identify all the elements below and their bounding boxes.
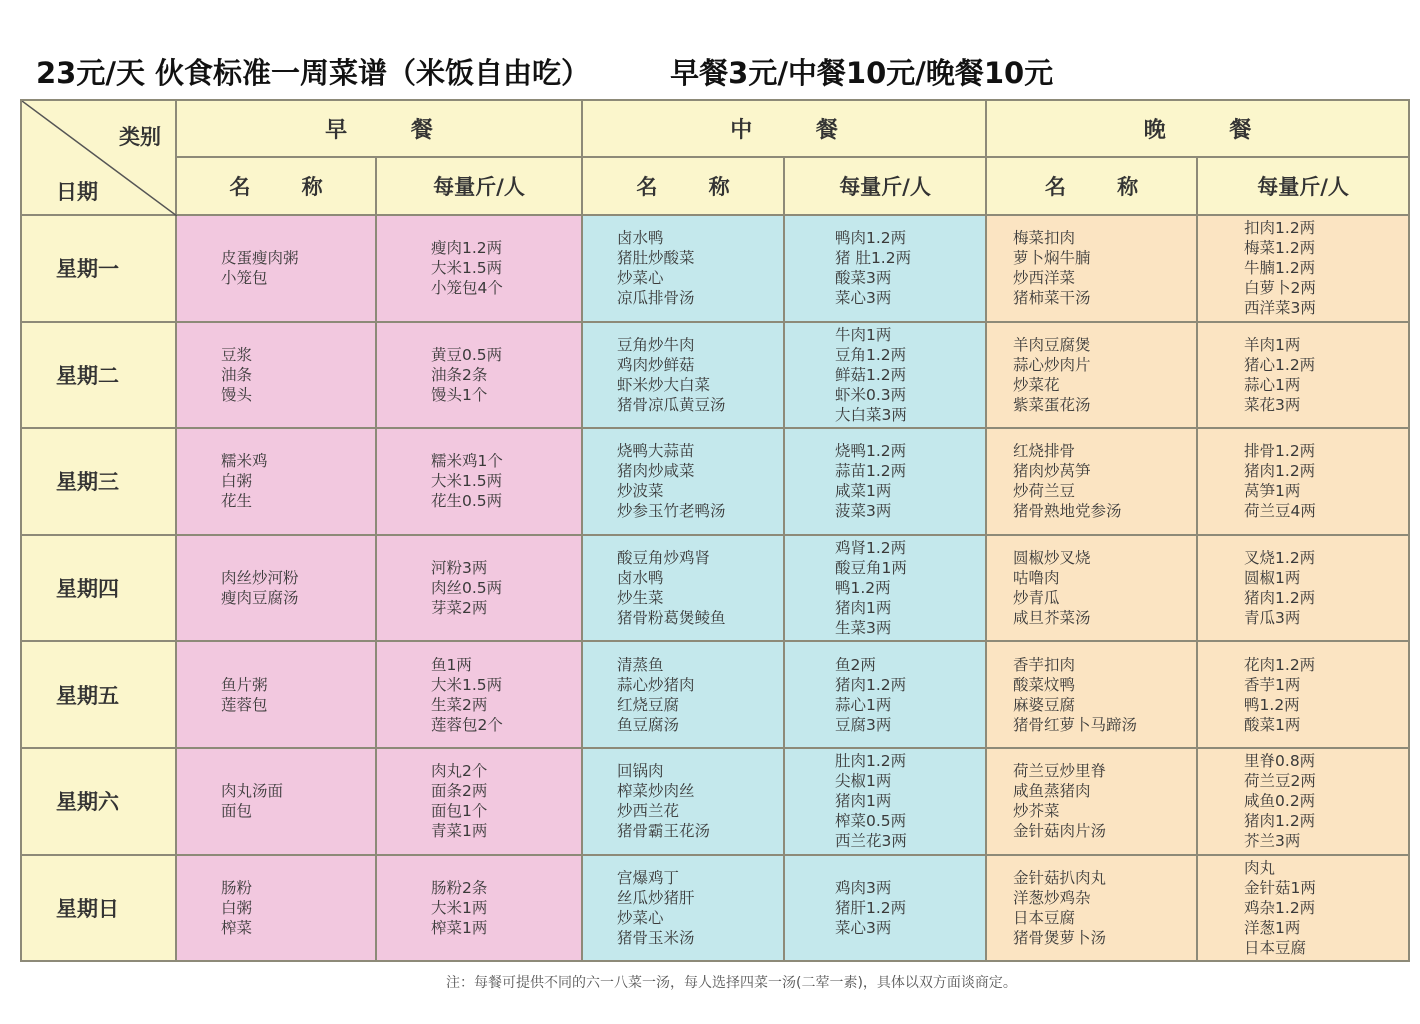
dish-quantity: 莲蓉包2个 <box>431 715 503 734</box>
dish-quantity: 大米1.5两 <box>431 259 503 278</box>
dish-quantity: 糯米鸡1个 <box>431 452 503 471</box>
dinner-quantities-cell <box>1197 748 1409 855</box>
dish-quantity: 大白菜3两 <box>835 405 907 424</box>
title-meal-prices: 早餐3元/中餐10元/晚餐10元 <box>670 56 1054 90</box>
lunch-quantities-cell <box>784 428 986 535</box>
lunch-quantities-cell <box>784 215 986 322</box>
dish-name: 酸豆角炒鸡肾 <box>617 549 711 568</box>
dish-quantity: 猪肉1.2两 <box>1244 812 1316 831</box>
dish-quantity: 荷兰豆4两 <box>1244 502 1316 521</box>
dish-name: 红烧排骨 <box>1013 442 1076 461</box>
dish-name: 香芋扣肉 <box>1013 655 1076 674</box>
dinner-dishes-cell <box>986 428 1197 535</box>
dish-quantity: 梅菜1.2两 <box>1244 239 1316 258</box>
breakfast-name-header: 名 称 <box>176 157 376 215</box>
dish-name: 炒波菜 <box>617 482 664 501</box>
dinner-dishes-cell <box>986 215 1197 322</box>
dish-name: 猪骨粉葛煲鲮鱼 <box>617 609 726 628</box>
day-label: 星期日 <box>21 855 176 962</box>
dish-name: 羊肉豆腐煲 <box>1013 335 1091 354</box>
dish-quantity: 鲜菇1.2两 <box>835 365 907 384</box>
dish-name: 卤水鸭 <box>617 569 664 588</box>
dish-name: 猪肚炒酸菜 <box>617 249 695 268</box>
day-label: 星期一 <box>21 215 176 322</box>
dish-quantity: 豆角1.2两 <box>835 345 907 364</box>
dinner-quantities-cell <box>1197 215 1409 322</box>
dish-name: 萝卜焖牛腩 <box>1013 249 1091 268</box>
breakfast-quantities-cell <box>376 322 582 429</box>
dish-quantity: 里脊0.8两 <box>1244 752 1316 771</box>
dish-quantity: 生菜3两 <box>835 619 892 638</box>
dish-quantity: 猪肉1两 <box>835 599 892 618</box>
dish-quantity: 西洋菜3两 <box>1244 299 1316 318</box>
breakfast-dishes-cell <box>176 215 376 322</box>
dinner-header: 晚 餐 <box>986 100 1409 157</box>
dish-quantity: 花生0.5两 <box>431 492 503 511</box>
dish-quantity: 榨菜0.5两 <box>835 812 907 831</box>
breakfast-quantities-cell <box>376 428 582 535</box>
dish-quantity: 青菜1两 <box>431 822 488 841</box>
dish-quantity: 瘦肉1.2两 <box>431 239 503 258</box>
dish-name: 虾米炒大白菜 <box>617 375 711 394</box>
dish-quantity: 花肉1.2两 <box>1244 655 1316 674</box>
dish-quantity: 肚肉1.2两 <box>835 752 907 771</box>
dish-name: 猪骨霸王花汤 <box>617 822 711 841</box>
dish-quantity: 面条2两 <box>431 782 488 801</box>
lunch-quantities-cell <box>784 535 986 642</box>
dish-quantity: 鸡肉3两 <box>835 878 892 897</box>
table-row <box>21 535 1409 642</box>
breakfast-qty-header: 每量斤/人 <box>376 157 582 215</box>
dish-quantity: 烧鸭1.2两 <box>835 442 907 461</box>
dish-quantity: 莴笋1两 <box>1244 482 1301 501</box>
dish-quantity: 猪 肚1.2两 <box>835 249 912 268</box>
dish-name: 日本豆腐 <box>1013 908 1076 927</box>
dish-quantity: 肉丸2个 <box>431 762 488 781</box>
lunch-dishes-cell <box>582 428 784 535</box>
dish-quantity: 西兰花3两 <box>835 832 907 851</box>
dish-quantity: 白萝卜2两 <box>1244 279 1316 298</box>
dish-name: 咸鱼蒸猪肉 <box>1013 782 1091 801</box>
dinner-dishes-cell <box>986 641 1197 748</box>
dish-name: 金针菇扒肉丸 <box>1013 868 1107 887</box>
breakfast-quantities-cell <box>376 641 582 748</box>
dish-name: 荷兰豆炒里脊 <box>1013 762 1107 781</box>
dish-name: 鱼片粥 <box>221 675 268 694</box>
dish-name: 金针菇肉片汤 <box>1013 822 1107 841</box>
dinner-qty-header: 每量斤/人 <box>1197 157 1409 215</box>
dish-name: 猪肉炒咸菜 <box>617 462 695 481</box>
dish-name: 炒菜花 <box>1013 375 1060 394</box>
dish-quantity: 猪肉1两 <box>835 792 892 811</box>
day-label: 星期五 <box>21 641 176 748</box>
dish-quantity: 扣肉1.2两 <box>1244 219 1316 238</box>
lunch-quantities-cell <box>784 322 986 429</box>
dish-name: 圆椒炒叉烧 <box>1013 549 1091 568</box>
dish-quantity: 大米1.5两 <box>431 472 503 491</box>
dish-quantity: 荷兰豆2两 <box>1244 772 1316 791</box>
dish-quantity: 蒜苗1.2两 <box>835 462 907 481</box>
dinner-quantities-cell <box>1197 855 1409 962</box>
dish-name: 蒜心炒猪肉 <box>617 675 695 694</box>
day-label: 星期三 <box>21 428 176 535</box>
dish-name: 炒菜心 <box>617 908 664 927</box>
date-label: 日期 <box>56 180 98 204</box>
dinner-quantities-cell <box>1197 641 1409 748</box>
dish-quantity: 牛肉1两 <box>835 325 892 344</box>
dish-name: 炒西兰花 <box>617 802 680 821</box>
dish-quantity: 大米1.5两 <box>431 675 503 694</box>
dish-quantity: 芥兰3两 <box>1244 832 1301 851</box>
dish-quantity: 鸭肉1.2两 <box>835 229 907 248</box>
breakfast-dishes-cell <box>176 641 376 748</box>
dish-name: 炒西洋菜 <box>1013 269 1076 288</box>
dish-quantity: 香芋1两 <box>1244 675 1301 694</box>
dish-quantity: 猪肉1.2两 <box>835 675 907 694</box>
dinner-quantities-cell <box>1197 322 1409 429</box>
dish-name: 豆浆 <box>221 345 253 364</box>
dish-name: 咸旦芥菜汤 <box>1013 609 1091 628</box>
lunch-quantities-cell <box>784 748 986 855</box>
dish-quantity: 鸭1.2两 <box>835 579 891 598</box>
day-label: 星期二 <box>21 322 176 429</box>
dish-name: 回锅肉 <box>617 762 664 781</box>
dish-name: 酸菜炆鸭 <box>1013 675 1076 694</box>
dish-name: 蒜心炒肉片 <box>1013 355 1091 374</box>
lunch-dishes-cell <box>582 322 784 429</box>
dish-name: 面包 <box>221 802 253 821</box>
dish-quantity: 面包1个 <box>431 802 488 821</box>
dish-quantity: 圆椒1两 <box>1244 569 1301 588</box>
corner-header <box>21 100 176 215</box>
dish-name: 油条 <box>221 365 253 384</box>
diagonal-divider <box>22 101 177 216</box>
dish-quantity: 小笼包4个 <box>431 279 503 298</box>
dish-name: 猪骨红萝卜马蹄汤 <box>1013 715 1138 734</box>
dish-name: 麻婆豆腐 <box>1013 695 1076 714</box>
dish-quantity: 榨菜1两 <box>431 918 488 937</box>
table-row <box>21 855 1409 962</box>
category-label: 类别 <box>119 125 161 149</box>
dish-quantity: 日本豆腐 <box>1244 938 1307 957</box>
dish-name: 馒头 <box>221 385 253 404</box>
dish-name: 肉丸汤面 <box>221 782 284 801</box>
weekly-menu-table <box>20 99 1410 962</box>
dish-name: 白粥 <box>221 898 253 917</box>
page-title <box>36 50 1053 96</box>
dish-name: 洋葱炒鸡杂 <box>1013 888 1091 907</box>
menu-body <box>21 215 1409 961</box>
dish-quantity: 菠菜3两 <box>835 502 892 521</box>
dish-name: 炒生菜 <box>617 589 664 608</box>
breakfast-quantities-cell <box>376 748 582 855</box>
dish-quantity: 蒜心1两 <box>835 695 892 714</box>
dish-quantity: 猪心1.2两 <box>1244 355 1316 374</box>
table-row <box>21 641 1409 748</box>
dish-name: 猪骨煲萝卜汤 <box>1013 928 1107 947</box>
breakfast-dishes-cell <box>176 322 376 429</box>
dish-quantity: 馒头1个 <box>431 385 488 404</box>
dinner-dishes-cell <box>986 748 1197 855</box>
breakfast-quantities-cell <box>376 215 582 322</box>
dinner-quantities-cell <box>1197 428 1409 535</box>
dish-name: 豆角炒牛肉 <box>617 335 695 354</box>
lunch-name-header: 名 称 <box>582 157 784 215</box>
dish-quantity: 青瓜3两 <box>1244 609 1301 628</box>
breakfast-quantities-cell <box>376 855 582 962</box>
dish-quantity: 鱼2两 <box>835 655 876 674</box>
dish-quantity: 鸡肾1.2两 <box>835 539 907 558</box>
dish-quantity: 羊肉1两 <box>1244 335 1301 354</box>
dish-quantity: 排骨1.2两 <box>1244 442 1316 461</box>
dish-quantity: 豆腐3两 <box>835 715 892 734</box>
dish-name: 猪柿菜干汤 <box>1013 289 1091 308</box>
dish-name: 梅菜扣肉 <box>1013 229 1076 248</box>
dish-name: 猪肉炒莴笋 <box>1013 462 1091 481</box>
table-row <box>21 748 1409 855</box>
dish-quantity: 酸菜3两 <box>835 269 892 288</box>
dish-quantity: 菜心3两 <box>835 289 892 308</box>
dish-quantity: 菜心3两 <box>835 918 892 937</box>
dinner-quantities-cell <box>1197 535 1409 642</box>
dish-name: 肉丝炒河粉 <box>221 569 299 588</box>
dish-name: 花生 <box>221 492 253 511</box>
dish-name: 紫菜蛋花汤 <box>1013 395 1091 414</box>
dish-name: 丝瓜炒猪肝 <box>617 888 695 907</box>
dish-name: 咕噜肉 <box>1013 569 1060 588</box>
dish-name: 猪骨玉米汤 <box>617 928 695 947</box>
dish-name: 皮蛋瘦肉粥 <box>221 249 299 268</box>
dish-name: 炒菜心 <box>617 269 664 288</box>
dish-name: 卤水鸭 <box>617 229 664 248</box>
dish-name: 鸡肉炒鲜菇 <box>617 355 695 374</box>
dish-quantity: 尖椒1两 <box>835 772 892 791</box>
footnote: 注：每餐可提供不同的六一八菜一汤，每人选择四菜一汤(二荤一素)，具体以双方面谈商定。 <box>446 975 1017 991</box>
table-row <box>21 322 1409 429</box>
day-label: 星期六 <box>21 748 176 855</box>
dish-quantity: 鸡杂1.2两 <box>1244 898 1316 917</box>
dish-quantity: 蒜心1两 <box>1244 375 1301 394</box>
dish-quantity: 菜花3两 <box>1244 395 1301 414</box>
dish-name: 糯米鸡 <box>221 452 268 471</box>
dish-quantity: 大米1两 <box>431 898 488 917</box>
dish-quantity: 猪肝1.2两 <box>835 898 907 917</box>
dish-name: 猪骨凉瓜黄豆汤 <box>617 395 726 414</box>
day-label: 星期四 <box>21 535 176 642</box>
breakfast-dishes-cell <box>176 428 376 535</box>
dish-quantity: 叉烧1.2两 <box>1244 549 1316 568</box>
dinner-dishes-cell <box>986 535 1197 642</box>
dinner-dishes-cell <box>986 322 1197 429</box>
dish-quantity: 肉丝0.5两 <box>431 579 503 598</box>
dish-quantity: 鱼1两 <box>431 655 472 674</box>
title-standard: 23元/天 伙食标准一周菜谱（米饭自由吃） <box>36 56 591 90</box>
dish-quantity: 黄豆0.5两 <box>431 345 503 364</box>
dish-quantity: 金针菇1两 <box>1244 878 1316 897</box>
dish-quantity: 洋葱1两 <box>1244 918 1301 937</box>
dinner-name-header: 名 称 <box>986 157 1197 215</box>
lunch-header: 中 餐 <box>582 100 986 157</box>
dish-name: 榨菜炒肉丝 <box>617 782 695 801</box>
dish-quantity: 芽菜2两 <box>431 599 488 618</box>
lunch-dishes-cell <box>582 215 784 322</box>
lunch-quantities-cell <box>784 855 986 962</box>
dish-name: 红烧豆腐 <box>617 695 680 714</box>
dish-name: 凉瓜排骨汤 <box>617 289 695 308</box>
dish-quantity: 酸菜1两 <box>1244 715 1301 734</box>
breakfast-header: 早 餐 <box>176 100 582 157</box>
dish-quantity: 油条2条 <box>431 365 488 384</box>
dish-name: 鱼豆腐汤 <box>617 715 680 734</box>
table-row <box>21 428 1409 535</box>
dish-name: 炒青瓜 <box>1013 589 1060 608</box>
dish-name: 瘦肉豆腐汤 <box>221 589 299 608</box>
dish-name: 榨菜 <box>221 918 253 937</box>
dish-quantity: 生菜2两 <box>431 695 488 714</box>
dish-quantity: 虾米0.3两 <box>835 385 907 404</box>
dish-name: 白粥 <box>221 472 253 491</box>
dish-name: 烧鸭大蒜苗 <box>617 442 695 461</box>
dish-quantity: 猪肉1.2两 <box>1244 462 1316 481</box>
lunch-quantities-cell <box>784 641 986 748</box>
lunch-dishes-cell <box>582 748 784 855</box>
breakfast-dishes-cell <box>176 535 376 642</box>
breakfast-dishes-cell <box>176 748 376 855</box>
dish-name: 猪骨熟地党参汤 <box>1013 502 1122 521</box>
dish-name: 炒参玉竹老鸭汤 <box>617 502 726 521</box>
lunch-qty-header: 每量斤/人 <box>784 157 986 215</box>
dish-quantity: 肉丸 <box>1244 858 1276 877</box>
lunch-dishes-cell <box>582 641 784 748</box>
dish-name: 宫爆鸡丁 <box>617 868 680 887</box>
dish-name: 莲蓉包 <box>221 695 268 714</box>
dish-name: 清蒸鱼 <box>617 655 664 674</box>
dish-quantity: 酸豆角1两 <box>835 559 907 578</box>
lunch-dishes-cell <box>582 535 784 642</box>
dish-quantity: 肠粉2条 <box>431 878 488 897</box>
table-row <box>21 215 1409 322</box>
dish-quantity: 猪肉1.2两 <box>1244 589 1316 608</box>
dish-quantity: 河粉3两 <box>431 559 488 578</box>
dish-name: 小笼包 <box>221 269 268 288</box>
lunch-dishes-cell <box>582 855 784 962</box>
dish-quantity: 鸭1.2两 <box>1244 695 1300 714</box>
dish-quantity: 咸鱼0.2两 <box>1244 792 1316 811</box>
dish-name: 炒芥菜 <box>1013 802 1060 821</box>
dish-quantity: 咸菜1两 <box>835 482 892 501</box>
dinner-dishes-cell <box>986 855 1197 962</box>
dish-quantity: 牛腩1.2两 <box>1244 259 1316 278</box>
dish-name: 肠粉 <box>221 878 253 897</box>
breakfast-dishes-cell <box>176 855 376 962</box>
dish-name: 炒荷兰豆 <box>1013 482 1076 501</box>
breakfast-quantities-cell <box>376 535 582 642</box>
